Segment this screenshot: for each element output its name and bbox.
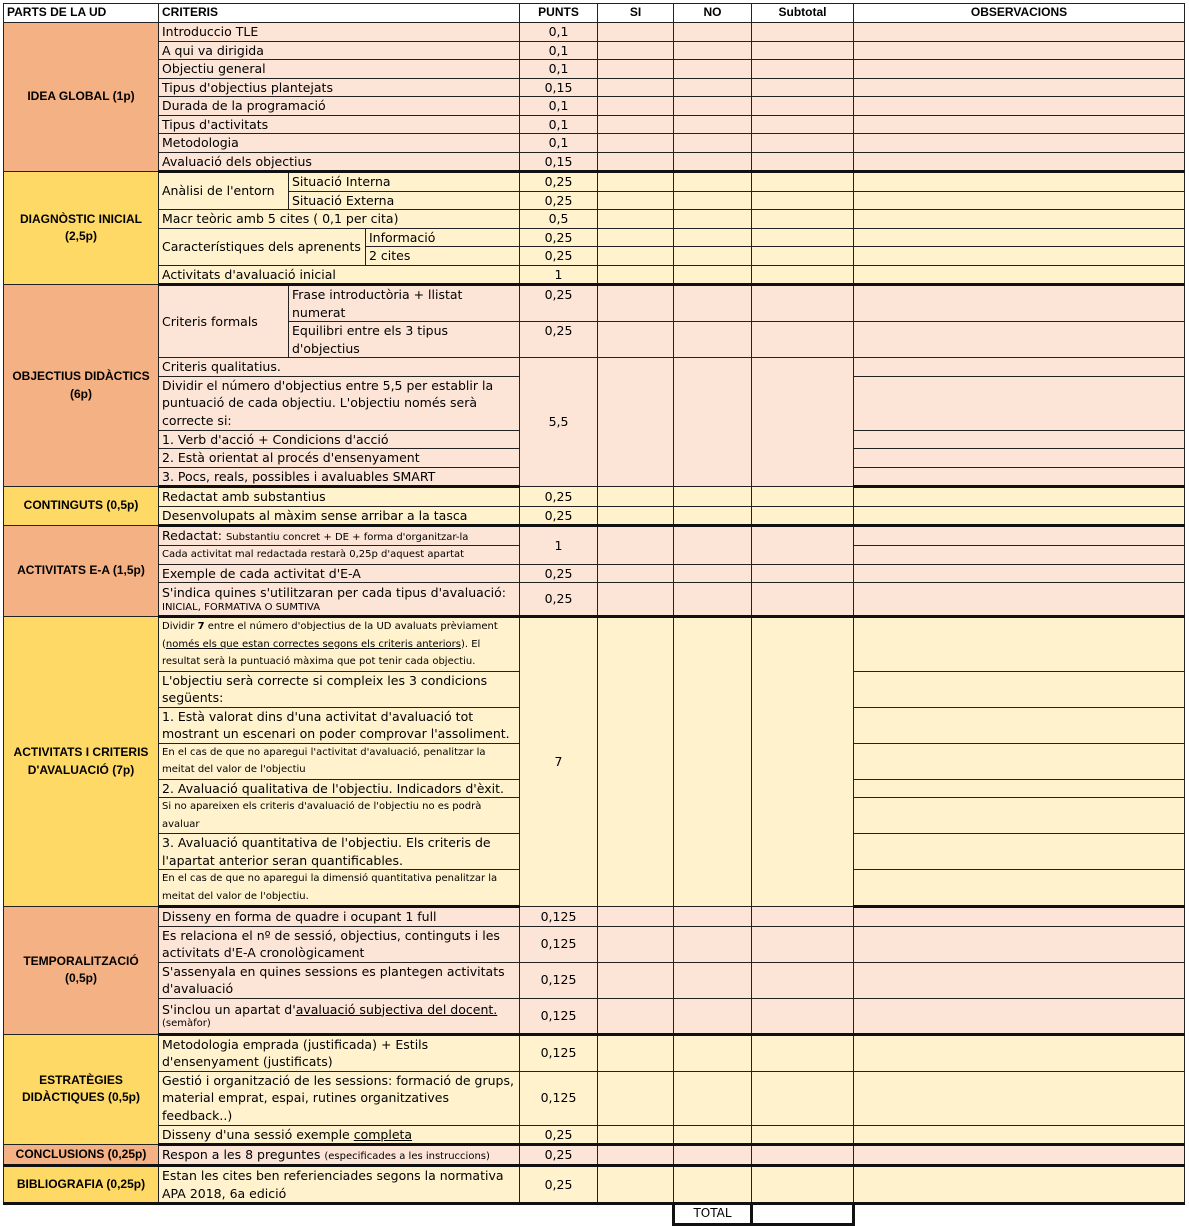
criteria-cell: Macr teòric amb 5 cites ( 0,1 per cita) <box>159 210 520 229</box>
points-cell: 0,1 <box>520 134 598 153</box>
criteria-cell: Criteris qualitatius. <box>159 358 520 377</box>
criteria-subcell: Equilibri entre els 3 tipus d'objectius <box>289 322 520 358</box>
table-row <box>4 962 1185 998</box>
criteria-cell: S'assenyala en quines sessions es plantegen activitats d'avaluació <box>159 962 520 998</box>
criteria-cell: Es relaciona el nº de sessió, objectius, continguts i les activitats d'E-A cronològicament <box>159 926 520 962</box>
observations-cell[interactable] <box>854 671 1185 707</box>
table-row <box>4 506 1185 526</box>
observations-cell[interactable] <box>854 583 1185 617</box>
section-continguts: CONTINGUTS (0,5p) <box>4 487 159 526</box>
subtotal-cell[interactable] <box>752 1125 854 1145</box>
section-bibliografia: BIBLIOGRAFIA (0,25p) <box>4 1166 159 1204</box>
criteria-cell: Característiques dels aprenents <box>159 228 366 265</box>
observations-cell[interactable] <box>854 60 1185 79</box>
header-row <box>4 4 1185 23</box>
criteria-cell <box>159 1125 520 1145</box>
yes-cell[interactable] <box>598 115 674 134</box>
criteria-underlined: només els que estan correctes segons els criteris anteriors <box>165 638 461 650</box>
points-cell: 1 <box>520 526 598 565</box>
observations-cell[interactable] <box>854 1166 1185 1204</box>
table-row <box>4 583 1185 617</box>
table-row <box>4 78 1185 97</box>
criteria-cell <box>159 998 520 1034</box>
yes-cell[interactable] <box>598 191 674 210</box>
table-row <box>4 152 1185 172</box>
yes-cell[interactable] <box>598 228 674 247</box>
table-row <box>4 172 1185 192</box>
subtotal-cell[interactable] <box>752 60 854 79</box>
points-cell: 0,1 <box>520 41 598 60</box>
criteria-cell: 2. Avaluació qualitativa de l'objectiu. Indicadors d'èxit. <box>159 779 520 798</box>
no-cell[interactable] <box>674 358 752 487</box>
no-cell[interactable] <box>674 23 752 42</box>
criteria-cell: Activitats d'avaluació inicial <box>159 265 520 285</box>
table-row <box>4 265 1185 285</box>
table-row <box>4 285 1185 322</box>
total-label: TOTAL <box>674 1204 752 1225</box>
yes-cell[interactable] <box>598 487 674 507</box>
subtotal-cell[interactable] <box>752 191 854 210</box>
section-objectius: OBJECTIUS DIDÀCTICS (6p) <box>4 285 159 487</box>
yes-cell[interactable] <box>598 172 674 192</box>
observations-cell[interactable] <box>854 191 1185 210</box>
criteria-subcell: Frase introductòria + llistat numerat <box>289 285 520 322</box>
subtotal-cell[interactable] <box>752 1034 854 1071</box>
yes-cell[interactable] <box>598 926 674 962</box>
no-cell[interactable] <box>674 152 752 172</box>
no-cell[interactable] <box>674 907 752 927</box>
points-cell: 0,125 <box>520 1071 598 1125</box>
yes-cell[interactable] <box>598 962 674 998</box>
criteria-cell: Tipus d'objectius plantejats <box>159 78 520 97</box>
yes-cell[interactable] <box>598 152 674 172</box>
criteria-cell: Metodologia <box>159 134 520 153</box>
observations-cell[interactable] <box>854 322 1185 358</box>
table-row <box>4 564 1185 583</box>
no-cell[interactable] <box>674 247 752 266</box>
observations-cell[interactable] <box>854 430 1185 449</box>
observations-cell[interactable] <box>854 962 1185 998</box>
no-cell[interactable] <box>674 583 752 617</box>
observations-cell[interactable] <box>854 1145 1185 1166</box>
yes-cell[interactable] <box>598 60 674 79</box>
subtotal-cell[interactable] <box>752 210 854 229</box>
table-row <box>4 97 1185 116</box>
criteria-underlined: avaluació subjectiva del docent. <box>295 1001 498 1017</box>
no-cell[interactable] <box>674 487 752 507</box>
no-cell[interactable] <box>674 322 752 358</box>
criteria-cell: Disseny en forma de quadre i ocupant 1 full <box>159 907 520 927</box>
points-cell: 0,1 <box>520 115 598 134</box>
no-cell[interactable] <box>674 1125 752 1145</box>
observations-cell[interactable] <box>854 779 1185 798</box>
criteria-cell: Metodologia emprada (justificada) + Estils d'ensenyament (justificats) <box>159 1034 520 1071</box>
criteria-cell: Durada de la programació <box>159 97 520 116</box>
criteria-note: Si no apareixen els criteris d'avaluació de l'objectiu no es podrà avaluar <box>159 798 520 834</box>
subtotal-cell[interactable] <box>752 617 854 907</box>
section-activitats-ea: ACTIVITATS E-A (1,5p) <box>4 526 159 617</box>
no-cell[interactable] <box>674 134 752 153</box>
subtotal-cell[interactable] <box>752 926 854 962</box>
yes-cell[interactable] <box>598 134 674 153</box>
criteria-subcell: Situació Interna <box>289 172 520 192</box>
points-cell: 0,1 <box>520 60 598 79</box>
yes-cell[interactable] <box>598 998 674 1034</box>
yes-cell[interactable] <box>598 78 674 97</box>
section-idea-global: IDEA GLOBAL (1p) <box>4 23 159 172</box>
criteria-subcell: Situació Externa <box>289 191 520 210</box>
table-row <box>4 998 1185 1034</box>
observations-cell[interactable] <box>854 506 1185 526</box>
no-cell[interactable] <box>674 962 752 998</box>
no-cell[interactable] <box>674 564 752 583</box>
observations-cell[interactable] <box>854 41 1185 60</box>
yes-cell[interactable] <box>598 583 674 617</box>
table-row <box>4 358 1185 377</box>
subtotal-cell[interactable] <box>752 564 854 583</box>
yes-cell[interactable] <box>598 41 674 60</box>
no-cell[interactable] <box>674 228 752 247</box>
criteria-cell <box>159 526 520 546</box>
observations-cell[interactable] <box>854 1125 1185 1145</box>
observations-cell[interactable] <box>854 743 1185 779</box>
yes-cell[interactable] <box>598 564 674 583</box>
table-row <box>4 1071 1185 1125</box>
yes-cell[interactable] <box>598 1166 674 1204</box>
points-cell: 0,25 <box>520 506 598 526</box>
yes-cell[interactable] <box>598 1145 674 1166</box>
points-cell: 0,125 <box>520 1034 598 1071</box>
criteria-cell: Objectiu general <box>159 60 520 79</box>
no-cell[interactable] <box>674 41 752 60</box>
no-cell[interactable] <box>674 1145 752 1166</box>
criteria-label: S'indica quines s'utilitzaran per cada tipus d'avaluació: <box>162 585 507 601</box>
table-row <box>4 1034 1185 1071</box>
observations-cell[interactable] <box>854 152 1185 172</box>
observations-cell[interactable] <box>854 247 1185 266</box>
points-cell: 0,25 <box>520 247 598 266</box>
points-cell: 0,25 <box>520 583 598 617</box>
criteria-cell: 3. Pocs, reals, possibles i avaluables SMART <box>159 467 520 487</box>
no-cell[interactable] <box>674 926 752 962</box>
criteria-cell: L'objectiu serà correcte si compleix les 3 condicions següents: <box>159 671 520 707</box>
criteria-cell: A qui va dirigida <box>159 41 520 60</box>
no-cell[interactable] <box>674 506 752 526</box>
subtotal-cell[interactable] <box>752 115 854 134</box>
subtotal-cell[interactable] <box>752 962 854 998</box>
criteria-number: 7 <box>197 621 205 632</box>
observations-cell[interactable] <box>854 926 1185 962</box>
criteria-text: entre el número d'objectius de la UD avaluats prèviament ( <box>162 621 498 650</box>
criteria-cell <box>159 1145 520 1166</box>
criteria-cell: Estan les cites ben referienciades segons la normativa APA 2018, 6a edició <box>159 1166 520 1204</box>
header-part: PARTS DE LA UD <box>4 4 159 23</box>
points-cell: 0,5 <box>520 210 598 229</box>
subtotal-cell[interactable] <box>752 228 854 247</box>
no-cell[interactable] <box>674 265 752 285</box>
criteria-cell: 3. Avaluació quantitativa de l'objectiu. Els criteris de l'apartat anterior seran quantificables. <box>159 834 520 870</box>
yes-cell[interactable] <box>598 506 674 526</box>
observations-cell[interactable] <box>854 564 1185 583</box>
table-row <box>4 1145 1185 1166</box>
observations-cell[interactable] <box>854 617 1185 672</box>
no-cell[interactable] <box>674 172 752 192</box>
observations-cell[interactable] <box>854 1071 1185 1125</box>
points-cell: 0,25 <box>520 322 598 358</box>
subtotal-cell[interactable] <box>752 1145 854 1166</box>
points-cell: 0,25 <box>520 172 598 192</box>
table-row <box>4 23 1185 42</box>
yes-cell[interactable] <box>598 23 674 42</box>
table-row <box>4 526 1185 546</box>
subtotal-cell[interactable] <box>752 41 854 60</box>
criteria-cell: Anàlisi de l'entorn <box>159 172 289 210</box>
points-cell: 0,15 <box>520 152 598 172</box>
no-cell[interactable] <box>674 526 752 565</box>
table-row <box>4 926 1185 962</box>
observations-cell[interactable] <box>854 23 1185 42</box>
no-cell[interactable] <box>674 97 752 116</box>
criteria-subcell: Informació <box>366 228 520 247</box>
table-row <box>4 60 1185 79</box>
criteria-text: Disseny d'una sessió exemple <box>162 1126 350 1142</box>
subtotal-cell[interactable] <box>752 1071 854 1125</box>
subtotal-cell[interactable] <box>752 526 854 565</box>
observations-cell[interactable] <box>854 134 1185 153</box>
subtotal-cell[interactable] <box>752 1166 854 1204</box>
subtotal-cell[interactable] <box>752 998 854 1034</box>
criteria-cell: Gestió i organització de les sessions: formació de grups, material emprat, espai, rutines organitzatives feedback..) <box>159 1071 520 1125</box>
section-avaluacio: ACTIVITATS I CRITERIS D'AVALUACIÓ (7p) <box>4 617 159 907</box>
criteria-cell: Criteris formals <box>159 285 289 358</box>
points-cell: 0,125 <box>520 998 598 1034</box>
header-subtotal: Subtotal <box>752 4 854 23</box>
observations-cell[interactable] <box>854 115 1185 134</box>
points-cell: 0,125 <box>520 907 598 927</box>
subtotal-cell[interactable] <box>752 506 854 526</box>
criteria-text: Dividir <box>162 621 195 632</box>
no-cell[interactable] <box>674 1034 752 1071</box>
observations-cell[interactable] <box>854 707 1185 743</box>
points-cell: 0,25 <box>520 564 598 583</box>
table-row <box>4 487 1185 507</box>
yes-cell[interactable] <box>598 97 674 116</box>
criteria-cell: Introduccio TLE <box>159 23 520 42</box>
criteria-cell: Redactat amb substantius <box>159 487 520 507</box>
header-criteria: CRITERIS <box>159 4 520 23</box>
points-cell: 1 <box>520 265 598 285</box>
yes-cell[interactable] <box>598 1071 674 1125</box>
criteria-cell: Avaluació dels objectius <box>159 152 520 172</box>
total-row <box>4 1204 1185 1225</box>
observations-cell[interactable] <box>854 834 1185 870</box>
criteria-detail: INICIAL, FORMATIVA O SUMTIVA <box>162 601 321 613</box>
observations-cell[interactable] <box>854 1034 1185 1071</box>
criteria-detail: Substantiu concret + DE + forma d'organitzar-la <box>225 532 469 543</box>
observations-cell[interactable] <box>854 487 1185 507</box>
criteria-cell: 1. Està valorat dins d'una activitat d'avaluació tot mostrant un escenari on poder comprovar l'assoliment. <box>159 707 520 743</box>
no-cell[interactable] <box>674 1166 752 1204</box>
observations-cell[interactable] <box>854 210 1185 229</box>
yes-cell[interactable] <box>598 322 674 358</box>
yes-cell[interactable] <box>598 617 674 907</box>
subtotal-cell[interactable] <box>752 172 854 192</box>
yes-cell[interactable] <box>598 247 674 266</box>
subtotal-cell[interactable] <box>752 265 854 285</box>
points-cell: 0,25 <box>520 191 598 210</box>
yes-cell[interactable] <box>598 358 674 487</box>
observations-cell[interactable] <box>854 546 1185 565</box>
no-cell[interactable] <box>674 210 752 229</box>
yes-cell[interactable] <box>598 907 674 927</box>
observations-cell[interactable] <box>854 376 1185 430</box>
points-cell: 0,125 <box>520 962 598 998</box>
subtotal-cell[interactable] <box>752 152 854 172</box>
table-row <box>4 210 1185 229</box>
no-cell[interactable] <box>674 60 752 79</box>
points-cell: 5,5 <box>520 358 598 487</box>
evaluation-rubric-table <box>3 3 1185 1226</box>
points-cell: 0,25 <box>520 1125 598 1145</box>
criteria-note: Cada activitat mal redactada restarà 0,25p d'aquest apartat <box>159 546 520 565</box>
yes-cell[interactable] <box>598 1034 674 1071</box>
points-cell: 0,1 <box>520 23 598 42</box>
points-cell: 0,25 <box>520 228 598 247</box>
observations-cell[interactable] <box>854 526 1185 546</box>
criteria-cell <box>159 583 520 617</box>
points-cell: 0,25 <box>520 1145 598 1166</box>
observations-cell[interactable] <box>854 265 1185 285</box>
header-no: NO <box>674 4 752 23</box>
no-cell[interactable] <box>674 617 752 907</box>
points-cell: 0,25 <box>520 1166 598 1204</box>
section-diagnostic: DIAGNÒSTIC INICIAL (2,5p) <box>4 172 159 285</box>
section-estrategies: ESTRATÈGIES DIDÀCTIQUES (0,5p) <box>4 1034 159 1145</box>
table-row <box>4 134 1185 153</box>
observations-cell[interactable] <box>854 798 1185 834</box>
points-cell: 7 <box>520 617 598 907</box>
header-observations: OBSERVACIONS <box>854 4 1185 23</box>
criteria-text: Respon a les 8 preguntes <box>162 1147 321 1162</box>
points-cell: 0,25 <box>520 285 598 322</box>
table-row <box>4 1166 1185 1204</box>
subtotal-cell[interactable] <box>752 134 854 153</box>
section-conclusions: CONCLUSIONS (0,25p) <box>4 1145 159 1166</box>
observations-cell[interactable] <box>854 998 1185 1034</box>
subtotal-cell[interactable] <box>752 322 854 358</box>
header-points: PUNTS <box>520 4 598 23</box>
subtotal-cell[interactable] <box>752 78 854 97</box>
criteria-cell: Dividir el número d'objectius entre 5,5 per establir la puntuació de cada objectiu. L'objectiu només serà correcte si: <box>159 376 520 430</box>
no-cell[interactable] <box>674 115 752 134</box>
table-row <box>4 907 1185 927</box>
points-cell: 0,1 <box>520 97 598 116</box>
subtotal-cell[interactable] <box>752 247 854 266</box>
subtotal-cell[interactable] <box>752 583 854 617</box>
subtotal-cell[interactable] <box>752 97 854 116</box>
criteria-text: ). El resultat serà la puntuació màxima que pot tenir cada objectiu. <box>162 638 481 667</box>
table-row <box>4 41 1185 60</box>
table-row <box>4 115 1185 134</box>
header-yes: SI <box>598 4 674 23</box>
total-value-cell[interactable] <box>752 1204 854 1225</box>
points-cell: 0,125 <box>520 926 598 962</box>
observations-cell[interactable] <box>854 78 1185 97</box>
criteria-text: S'inclou un apartat d' <box>162 1001 296 1017</box>
points-cell: 0,25 <box>520 487 598 507</box>
observations-cell[interactable] <box>854 97 1185 116</box>
criteria-cell: 1. Verb d'acció + Condicions d'acció <box>159 430 520 449</box>
criteria-cell: 2. Està orientat al procés d'ensenyament <box>159 449 520 468</box>
table-row <box>4 1125 1185 1145</box>
subtotal-cell[interactable] <box>752 358 854 487</box>
table-row <box>4 617 1185 672</box>
criteria-subcell: 2 cites <box>366 247 520 266</box>
observations-cell[interactable] <box>854 449 1185 468</box>
yes-cell[interactable] <box>598 210 674 229</box>
observations-cell[interactable] <box>854 870 1185 907</box>
yes-cell[interactable] <box>598 1125 674 1145</box>
criteria-underlined: completa <box>353 1126 413 1142</box>
criteria-detail: (semàfor) <box>162 1018 211 1030</box>
no-cell[interactable] <box>674 998 752 1034</box>
observations-cell[interactable] <box>854 467 1185 487</box>
yes-cell[interactable] <box>598 265 674 285</box>
no-cell[interactable] <box>674 191 752 210</box>
subtotal-cell[interactable] <box>752 907 854 927</box>
no-cell[interactable] <box>674 1071 752 1125</box>
criteria-cell: Desenvolupats al màxim sense arribar a la tasca <box>159 506 520 526</box>
criteria-note: En el cas de que no aparegui l'activitat d'avaluació, penalitzar la meitat del valor de l'objectiu <box>159 743 520 779</box>
points-cell: 0,15 <box>520 78 598 97</box>
observations-cell[interactable] <box>854 907 1185 927</box>
subtotal-cell[interactable] <box>752 23 854 42</box>
table-row <box>4 228 1185 247</box>
criteria-label: Redactat: <box>162 528 222 543</box>
observations-cell[interactable] <box>854 172 1185 192</box>
criteria-note: En el cas de que no aparegui la dimensió quantitativa penalitzar la meitat del valor de l'objectiu. <box>159 870 520 907</box>
observations-cell[interactable] <box>854 228 1185 247</box>
criteria-cell <box>159 617 520 672</box>
yes-cell[interactable] <box>598 526 674 565</box>
section-temporalitzacio: TEMPORALITZACIÓ (0,5p) <box>4 907 159 1035</box>
observations-cell[interactable] <box>854 285 1185 322</box>
yes-cell[interactable] <box>598 285 674 322</box>
criteria-detail: (especificades a les instruccions) <box>324 1151 490 1162</box>
criteria-cell: Exemple de cada activitat d'E-A <box>159 564 520 583</box>
no-cell[interactable] <box>674 285 752 322</box>
subtotal-cell[interactable] <box>752 487 854 507</box>
criteria-cell: Tipus d'activitats <box>159 115 520 134</box>
subtotal-cell[interactable] <box>752 285 854 322</box>
no-cell[interactable] <box>674 78 752 97</box>
observations-cell[interactable] <box>854 358 1185 377</box>
